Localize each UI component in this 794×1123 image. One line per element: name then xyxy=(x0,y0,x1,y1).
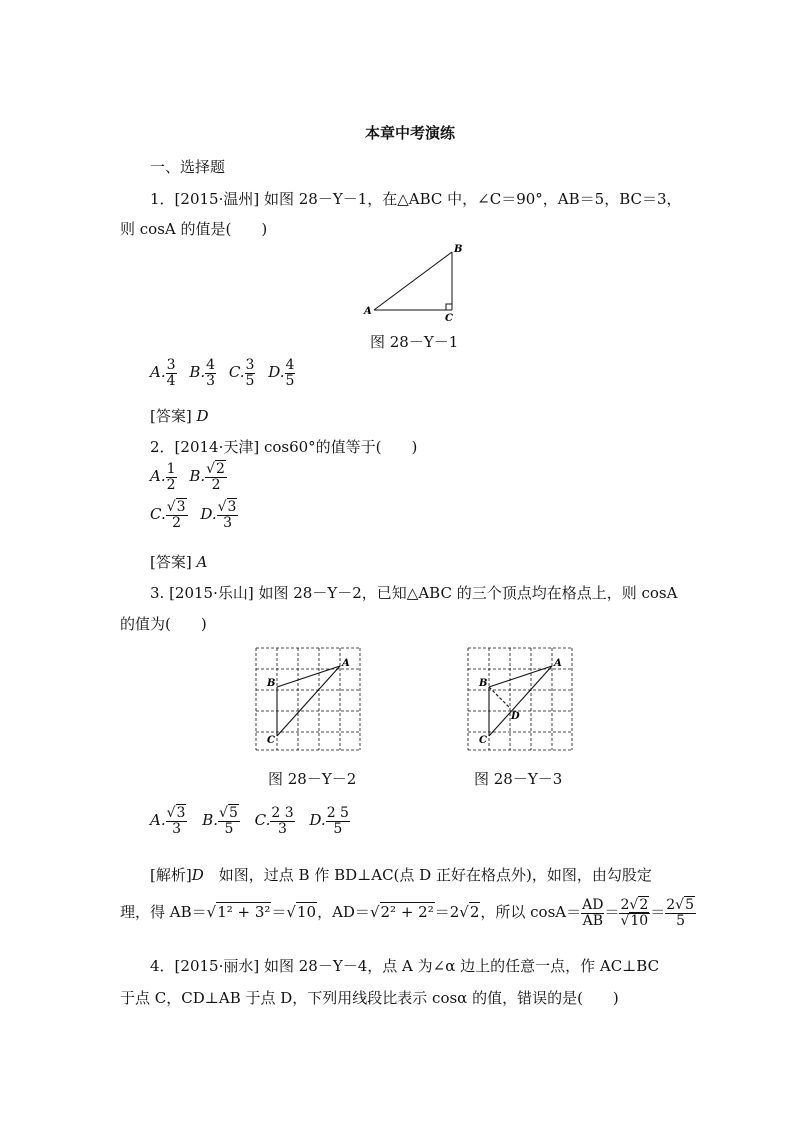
q2-options-row2 xyxy=(150,500,238,530)
q1-triangle-figure xyxy=(360,240,470,325)
q1-option-d[interactable]: D. $\frac{4}{5}$ xyxy=(268,357,295,389)
q1-label-a: A xyxy=(364,306,372,317)
section-heading: 一、选择题 xyxy=(150,158,226,176)
q4-stem-line2: 于点 C，CD⊥AB 于点 D，下列用线段比表示 cosα 的值，错误的是( ) xyxy=(120,989,619,1007)
q3-fig2-label-c: C xyxy=(267,735,275,746)
q3-analysis-line2: 理，得 AB＝√1² + 3²＝√10，AD＝√2² + 2²＝2√2，所以 cosA＝ $\frac{AD}{AB}$ ＝ $\frac{2√2}{√10}$ ＝ $\frac{2√5}{5}$ xyxy=(120,897,695,929)
q2-option-c[interactable]: C. $\frac{√3}{2}$ xyxy=(150,499,186,531)
q3-option-c[interactable]: C. $\frac{2 3}{3}$ xyxy=(254,805,294,837)
q3-stem-line2: 的值为( ) xyxy=(120,615,207,633)
q1-options xyxy=(150,358,295,388)
q3-grid-figure-2 xyxy=(248,642,368,754)
q1-answer: [答案] D xyxy=(150,407,209,425)
q3-fig3-label-a: A xyxy=(554,658,562,669)
q3-fig2-label-b: B xyxy=(267,678,276,689)
q3-figure3-caption: 图 28－Y－3 xyxy=(474,770,563,788)
q3-figure2-caption: 图 28－Y－2 xyxy=(268,770,357,788)
q3-fig3-label-d: D xyxy=(511,711,520,722)
q1-figure-caption: 图 28－Y－1 xyxy=(370,333,459,351)
q3-fig3-label-b: B xyxy=(479,678,488,689)
q3-option-d[interactable]: D. $\frac{2 5}{5}$ xyxy=(309,805,349,837)
q3-fig3-label-c: C xyxy=(479,735,487,746)
q2-option-b[interactable]: B. $\frac{√2}{2}$ xyxy=(189,461,225,493)
q2-answer: [答案] A xyxy=(150,553,208,571)
q3-grid-figure-3 xyxy=(460,642,580,754)
q2-option-a[interactable]: A. $\frac{1}{2}$ xyxy=(150,461,176,493)
q1-label-b: B xyxy=(454,244,463,255)
q1-stem-line1: 1．[2015·温州] 如图 28－Y－1，在△ABC 中，∠C＝90°，AB＝5，BC＝3， xyxy=(150,190,682,208)
q2-stem: 2．[2014·天津] cos60°的值等于( ) xyxy=(150,438,418,456)
q2-option-d[interactable]: D. $\frac{√3}{3}$ xyxy=(200,499,237,531)
q3-option-b[interactable]: B. $\frac{√5}{5}$ xyxy=(202,805,238,837)
q4-stem-line1: 4．[2015·丽水] 如图 28－Y－4，点 A 为∠α 边上的任意一点，作 AC⊥BC xyxy=(150,957,660,975)
q2-options-row1 xyxy=(150,462,227,492)
q3-fig2-label-a: A xyxy=(342,658,350,669)
q1-option-c[interactable]: C. $\frac{3}{5}$ xyxy=(228,357,255,389)
q1-option-b[interactable]: B. $\frac{4}{3}$ xyxy=(189,357,216,389)
q3-option-a[interactable]: A. $\frac{√3}{3}$ xyxy=(150,805,186,837)
q3-stem-line1: 3. [2015·乐山] 如图 28－Y－2，已知△ABC 的三个顶点均在格点上，则 cosA xyxy=(150,584,678,602)
page-title: 本章中考演练 xyxy=(365,124,456,142)
q1-option-a[interactable]: A. $\frac{3}{4}$ xyxy=(150,357,176,389)
q3-options xyxy=(150,806,350,836)
q1-stem-line2: 则 cosA 的值是( ) xyxy=(120,220,268,238)
q3-analysis-line1: [解析]D 如图，过点 B 作 BD⊥AC(点 D 正好在格点外)，如图，由勾股定 xyxy=(150,866,652,884)
q1-label-c: C xyxy=(445,313,453,324)
